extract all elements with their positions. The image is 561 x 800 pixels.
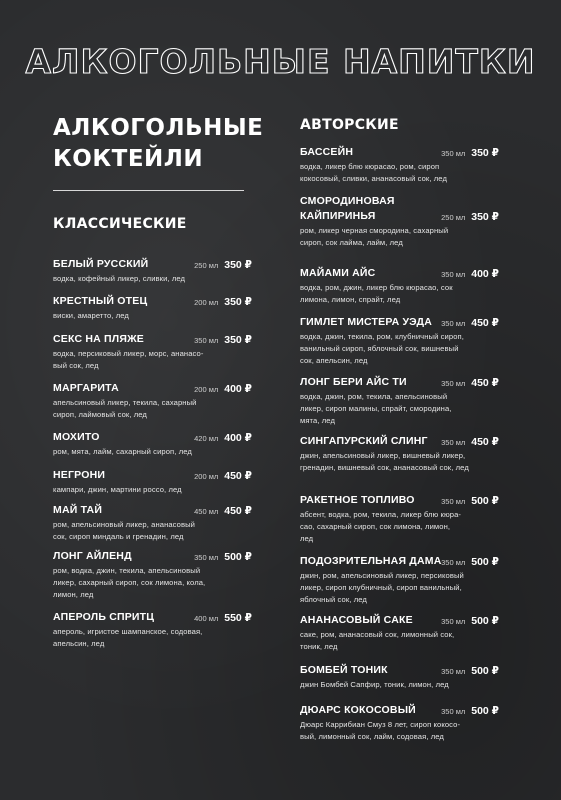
item-description: сок, апельсин, лед [300,356,368,365]
item-volume: 200 мл [194,298,219,307]
item-name: ГИМЛЕТ МИСТЕРА УЭДА [300,316,433,328]
item-name: КРЕСТНЫЙ ОТЕЦ [53,295,148,307]
menu-item [300,146,499,185]
item-description: ликер, сахарный сироп, сок лимона, кола, [53,578,206,587]
item-volume: 350 мл [441,667,466,676]
menu-item [300,704,499,743]
item-volume: 350 мл [441,270,466,279]
item-volume: 400 мл [194,614,219,623]
classic-subtitle: КЛАССИЧЕСКИЕ [53,216,187,232]
section-title [53,113,268,175]
item-description: джин, апельсиновый ликер, вишневый ликер, [300,451,466,460]
item-price: 500 ₽ [471,705,499,717]
item-description: апероль, игристое шампанское, содовая, [53,627,203,636]
section-title-line-2: КОКТЕЙЛИ [53,146,204,172]
item-volume: 450 мл [194,507,219,516]
item-name: СИНГАПУРСКИЙ СЛИНГ [300,435,428,447]
item-price: 500 ₽ [471,665,499,677]
item-description: апельсин, лед [53,639,105,648]
item-description: водка, кофейный ликер, сливки, лед [53,274,186,283]
item-description: водка, джин, ром, текила, апельсиновый [300,392,448,401]
item-name: МОХИТО [53,431,100,443]
item-description: джин Бомбей Сапфир, тоник, лимон, лед [300,680,449,689]
menu-item [300,494,499,545]
item-volume: 200 мл [194,472,219,481]
item-description: сао, сахарный сироп, сок лимона, лимон, [300,522,451,531]
item-description: сироп, лаймовый сок, лед [53,410,147,419]
item-volume: 200 мл [194,385,219,394]
item-price: 350 ₽ [224,296,252,308]
item-name: МАЙ ТАЙ [53,504,103,516]
item-name: МАЙАМИ АЙС [300,267,376,279]
menu-item [53,611,252,650]
item-description: саке, ром, ананасовый сок, лимонный сок, [300,630,455,639]
item-price: 350 ₽ [471,211,499,223]
item-description: ром, водка, джин, текила, апельсиновый [53,566,201,575]
item-volume: 350 мл [194,336,219,345]
section-divider [53,190,244,191]
item-name: ЛОНГ БЕРИ АЙС ТИ [300,376,407,388]
item-description: ликер, сироп клубничный, сироп ванильный, [300,583,462,592]
menu-item [300,316,499,367]
item-description: виски, амаретто, лед [53,311,129,320]
menu-item [300,614,499,653]
item-description: вый, лимонный сок, лайм, содовая, лед [300,732,444,741]
item-price: 450 ₽ [471,317,499,329]
item-price: 500 ₽ [471,556,499,568]
item-price: 350 ₽ [224,334,252,346]
item-volume: 250 мл [441,213,466,222]
item-name: БОМБЕЙ ТОНИК [300,664,388,676]
item-description: сок, сироп миндаль и гренадин, лед [53,532,184,541]
menu-item [300,664,499,691]
item-description: мята, лед [300,416,335,425]
item-name: БАССЕЙН [300,146,354,158]
item-name: АПЕРОЛЬ СПРИТЦ [53,611,155,623]
menu-item [300,376,499,427]
menu-item [53,333,252,372]
item-price: 500 ₽ [471,615,499,627]
menu-item [53,258,252,285]
item-description: Дюарс Каррибиан Смуз 8 лет, сироп кокосо- [300,720,461,729]
menu-item [300,555,499,606]
item-price: 450 ₽ [224,470,252,482]
item-name: АНАНАСОВЫЙ САКЕ [300,614,413,626]
item-description: водка, ром, джин, ликер блю кюрасао, сок [300,283,453,292]
item-description: ром, мята, лайм, сахарный сироп, лед [53,447,192,456]
item-description: ром, апельсиновый ликер, ананасовый [53,520,196,529]
item-description: лимон, лед [53,590,94,599]
item-name: РАКЕТНОЕ ТОПЛИВО [300,494,415,506]
item-price: 500 ₽ [471,495,499,507]
item-name: НЕГРОНИ [53,469,106,481]
item-volume: 350 мл [441,558,466,567]
menu-item [300,267,499,306]
item-description: лед [300,534,314,543]
item-description: абсент, водка, ром, текила, ликер блю кюра- [300,510,462,519]
item-name: СМОРОДИНОВАЯ [300,195,395,207]
item-description: водка, персиковый ликер, морс, ананасо- [53,349,204,358]
item-volume: 420 мл [194,434,219,443]
item-volume: 350 мл [441,319,466,328]
item-description: яблочный сок, лед [300,595,367,604]
item-price: 550 ₽ [224,612,252,624]
item-name: СЕКС НА ПЛЯЖЕ [53,333,144,345]
item-name-line-2: КАЙПИРИНЬЯ [300,210,376,222]
item-price: 500 ₽ [224,551,252,563]
menu-item [53,504,252,543]
item-volume: 350 мл [441,438,466,447]
item-description: сироп, сок лайма, лайм, лед [300,238,403,247]
item-name: БЕЛЫЙ РУССКИЙ [53,258,149,270]
item-volume: 350 мл [441,617,466,626]
item-description: ром, ликер черная смородина, сахарный [300,226,449,235]
item-volume: 350 мл [441,707,466,716]
item-name: ДЮАРС КОКОСОВЫЙ [300,704,416,716]
item-price: 400 ₽ [471,268,499,280]
item-description: ванильный сироп, яблочный сок, вишневый [300,344,459,353]
item-description: ликер, сироп малины, спрайт, смородина, [300,404,452,413]
item-description: водка, джин, текила, ром, клубничный сироп, [300,332,464,341]
menu-item [53,550,252,601]
item-price: 450 ₽ [471,436,499,448]
menu-item [53,469,252,496]
item-price: 450 ₽ [471,377,499,389]
item-name: МАРГАРИТА [53,382,119,394]
item-description: апельсиновый ликер, текила, сахарный [53,398,197,407]
item-name: ЛОНГ АЙЛЕНД [53,550,132,562]
item-volume: 350 мл [441,149,466,158]
item-description: кокосовый, сливки, ананасовый сок, лед [300,174,447,183]
item-description: гренадин, вишневый сок, ананасовый сок, лед [300,463,469,472]
item-price: 450 ₽ [224,505,252,517]
page-title: АЛКОГОЛЬНЫЕ НАПИТКИ [25,42,536,81]
item-price: 400 ₽ [224,383,252,395]
menu-item [53,295,252,322]
item-volume: 350 мл [441,379,466,388]
item-description: кампари, джин, мартини россо, лед [53,485,182,494]
menu-item [53,382,252,421]
item-price: 350 ₽ [471,147,499,159]
menu-item [53,431,252,458]
section-title-line-1: АЛКОГОЛЬНЫЕ [53,115,264,141]
item-description: джин, ром, апельсиновый ликер, персиковый [300,571,464,580]
signature-subtitle: АВТОРСКИЕ [300,117,399,133]
item-price: 350 ₽ [224,259,252,271]
item-volume: 250 мл [194,261,219,270]
item-volume: 350 мл [194,553,219,562]
menu-item [300,195,499,249]
item-price: 400 ₽ [224,432,252,444]
item-description: вый сок, лед [53,361,99,370]
item-description: тоник, лед [300,642,338,651]
item-description: водка, ликер блю кюрасао, ром, сироп [300,162,440,171]
item-name: ПОДОЗРИТЕЛЬНАЯ ДАМА [300,555,442,567]
item-volume: 350 мл [441,497,466,506]
item-description: лимона, лимон, спрайт, лед [300,295,401,304]
menu-item [300,435,499,474]
